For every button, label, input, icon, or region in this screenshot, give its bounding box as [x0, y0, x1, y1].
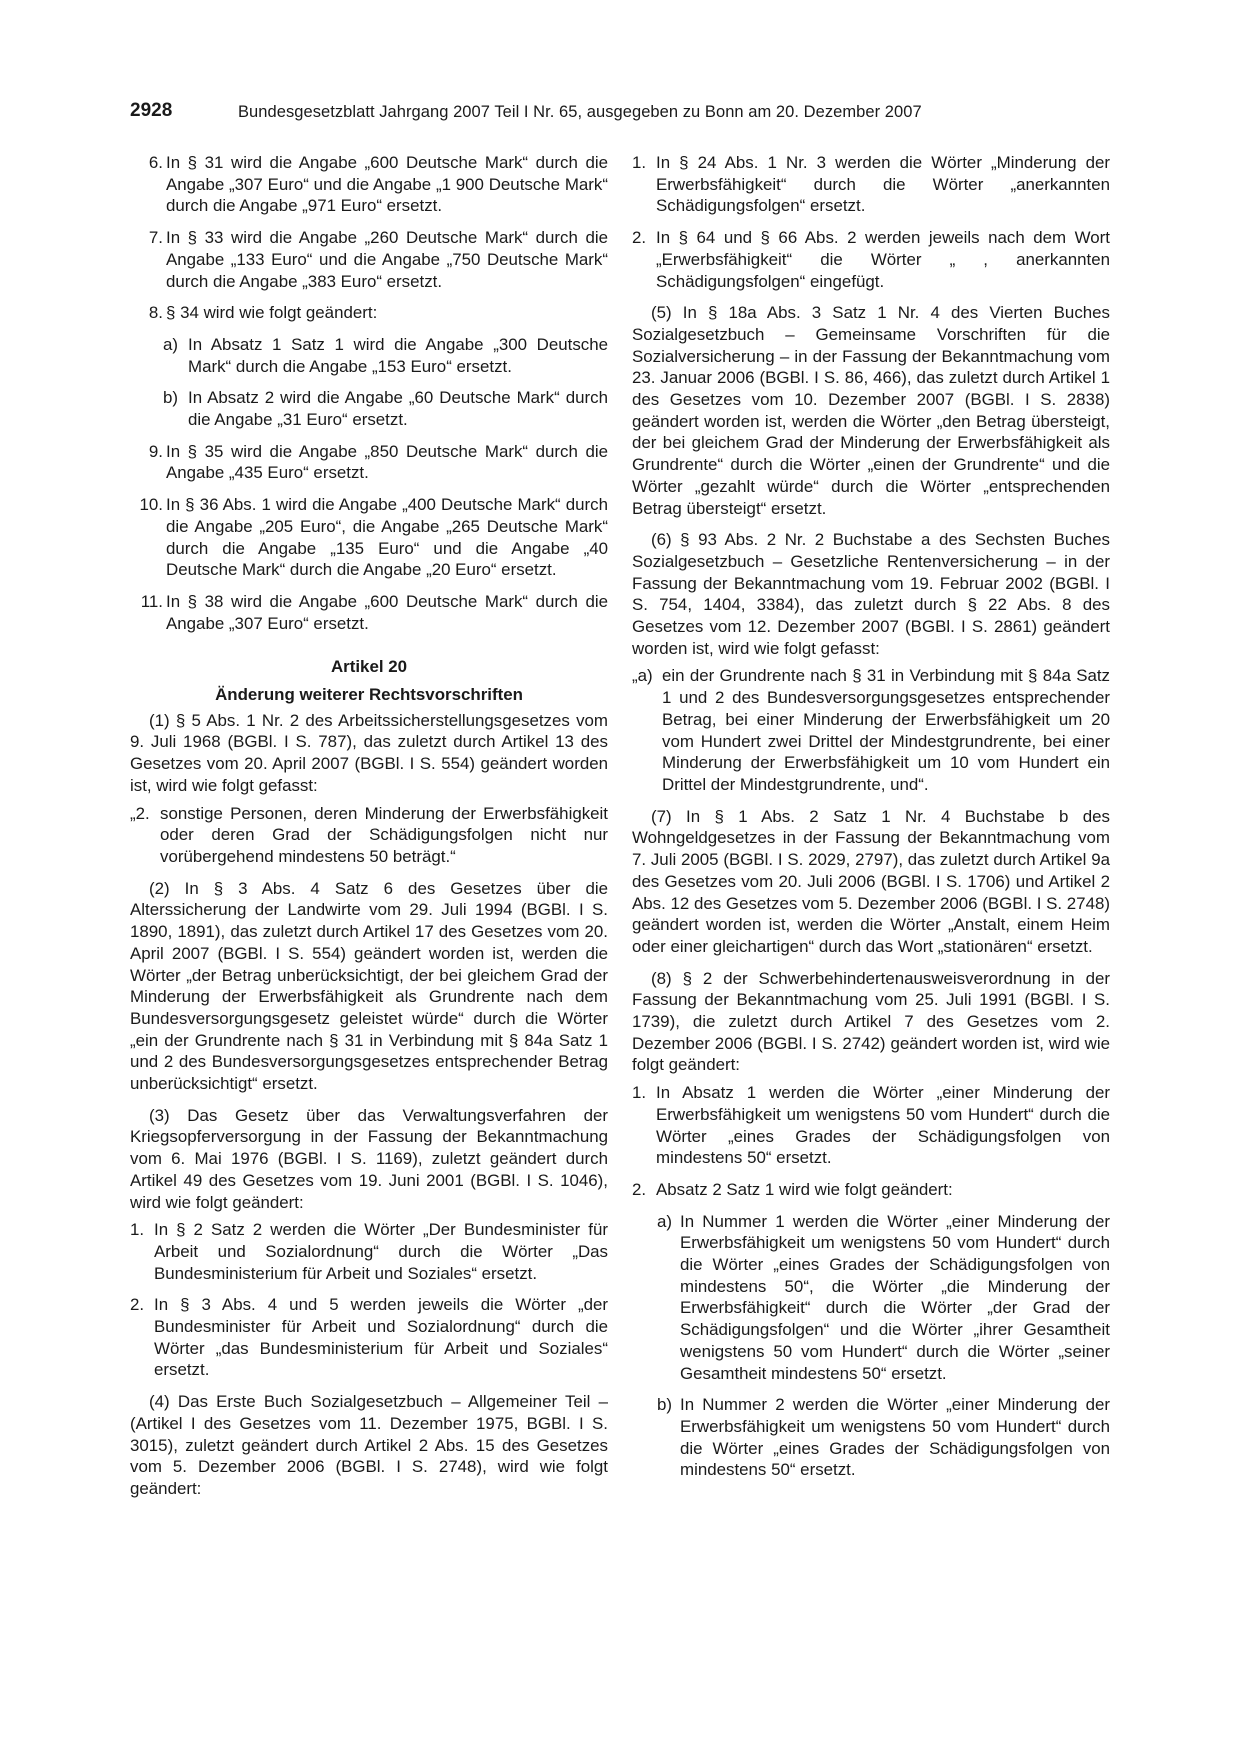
quoted-item: „2. sonstige Personen, deren Minderung der Erwerbsfähigkeit oder deren Grad der Schädigungsfolgen nicht nur vorübergehend mindestens 50 beträgt.“ — [130, 803, 608, 866]
list-item: 8. § 34 wird wie folgt geändert: — [148, 303, 378, 323]
right-column — [632, 152, 1110, 1481]
paragraph-1: (1) § 5 Abs. 1 Nr. 2 des Arbeitssicherstellungsgesetzes vom 9. Juli 1968 (BGBl. I S. 787), das zuletzt durch Artikel 13 des Gesetzes vom 20. April 2007 (BGBl. I S. 554) geändert worden ist, wird wie folgt gefasst: — [130, 710, 608, 795]
list-item: 10. In § 36 Abs. 1 wird die Angabe „400 Deutsche Mark“ durch die Angabe „205 Euro“, die Angabe „265 Deutsche Mark“ durch die Angabe „135 Euro“ und die Angabe „40 Deutsche Mark“ durch die Angabe „20 Euro“ ersetzt. — [139, 495, 608, 580]
sub-list-item: b) In Nummer 2 werden die Wörter „einer Minderung der Erwerbsfähigkeit um wenigstens 50 vom Hundert“ durch die Wörter „eines Grades der Schädigungsfolgen von mindestens 50“ ersetzt. — [657, 1395, 1110, 1480]
paragraph-2: (2) In § 3 Abs. 4 Satz 6 des Gesetzes über die Alterssicherung der Landwirte vom 29. Juli 1994 (BGBl. I S. 1890, 1891), das zuletzt durch Artikel 17 des Gesetzes vom 20. April 2007 (BGBl. I S. 554) geändert worden ist, werden die Wörter „der Betrag unberücksichtigt, der bei gleichem Grad der Minderung der Erwerbsfähigkeit als Grundrente nach dem Bundesversorgungsgesetz geleistet würde“ durch die Wörter „ein der Grundrente nach § 31 in Verbindung mit § 84a Satz 1 und 2 des Bundesversorgungsgesetzes entsprechender Betrag unberücksichtigt“ ersetzt. — [130, 878, 608, 1094]
sub-list-item: a) In Nummer 1 werden die Wörter „einer Minderung der Erwerbsfähigkeit um wenigstens 50 vom Hundert“ durch die Wörter „eines Grades der Schädigungsfolgen von mindestens 50“, die Wörter „die Minderung der Erwerbsfähigkeit“ durch die Wörter „der Grad der Schädigungsfolgen“ und die Wörter „ihrer Gesamtheit wenigstens 50 vom Hundert“ durch die Wörter „seiner Gesamtheit mindestens 50“ ersetzt. — [657, 1211, 1110, 1383]
list-item: 7. In § 33 wird die Angabe „260 Deutsche Mark“ durch die Angabe „133 Euro“ und die Angabe „750 Deutsche Mark“ durch die Angabe „383 Euro“ ersetzt. — [148, 228, 608, 291]
list-item: 2. In § 64 und § 66 Abs. 2 werden jeweils nach dem Wort „Erwerbsfähigkeit“ die Wörter „ , anerkannten Schädigungsfolgen“ eingefügt. — [632, 228, 1110, 291]
list-item: 2. In § 3 Abs. 4 und 5 werden jeweils die Wörter „der Bundesminister für Arbeit und Sozialordnung“ durch die Wörter „das Bundesministerium für Arbeit und Soziales“ ersetzt. — [130, 1295, 608, 1380]
paragraph-3: (3) Das Gesetz über das Verwaltungsverfahren der Kriegsopferversorgung in der Fassung der Bekanntmachung vom 6. Mai 1976 (BGBl. I S. 1169), zuletzt geändert durch Artikel 49 des Gesetzes vom 19. Juni 2001 (BGBl. I S. 1046), wird wie folgt geändert: — [130, 1105, 608, 1212]
list-item: 11. In § 38 wird die Angabe „600 Deutsche Mark“ durch die Angabe „307 Euro“ ersetzt. — [140, 591, 608, 633]
list-item: 6. In § 31 wird die Angabe „600 Deutsche Mark“ durch die Angabe „307 Euro“ und die Angabe „1 900 Deutsche Mark“ durch die Angabe „971 Euro“ ersetzt. — [148, 153, 608, 216]
paragraph-7: (7) In § 1 Abs. 2 Satz 1 Nr. 4 Buchstabe b des Wohngeldgesetzes in der Fassung der Bekanntmachung vom 7. Juli 2005 (BGBl. I S. 2029, 2797), das zuletzt durch Artikel 9a des Gesetzes vom 20. Juli 2006 (BGBl. I S. 1706) und Artikel 2 Abs. 12 des Gesetzes vom 5. Dezember 2006 (BGBl. I S. 2748) geändert worden ist, werden die Wörter „Anstalt, einem Heim oder einer gleichartigen“ durch das Wort „stationären“ ersetzt. — [632, 806, 1110, 956]
list-item: 1. In § 24 Abs. 1 Nr. 3 werden die Wörter „Minderung der Erwerbsfähigkeit“ durch die Wörter „anerkannten Schädigungsfolgen“ ersetzt. — [632, 153, 1110, 216]
article-title: Artikel 20 — [330, 657, 408, 677]
page-header — [130, 100, 1120, 128]
paragraph-4: (4) Das Erste Buch Sozialgesetzbuch – Allgemeiner Teil – (Artikel I des Gesetzes vom 11. Dezember 1975, BGBl. I S. 3015), zuletzt geändert durch Artikel 2 Abs. 15 des Gesetzes vom 5. Dezember 2006 (BGBl. I S. 2748), wird wie folgt geändert: — [130, 1392, 608, 1498]
page-number: 2928 — [130, 100, 173, 121]
paragraph-6: (6) § 93 Abs. 2 Nr. 2 Buchstabe a des Sechsten Buches Sozialgesetzbuch – Gesetzliche Rentenversicherung – in der Fassung der Bekanntmachung vom 19. Februar 2002 (BGBl. I S. 754, 1404, 3384), das zuletzt durch § 22 Abs. 8 des Gesetzes vom 12. Dezember 2007 (BGBl. I S. 2861) geändert worden ist, wird wie folgt gefasst: — [632, 530, 1110, 658]
quoted-item: „a) ein der Grundrente nach § 31 in Verbindung mit § 84a Satz 1 und 2 des Bundesversorgungsgesetzes entsprechender Betrag, bei einer Minderung der Erwerbsfähigkeit um 20 vom Hundert zwei Drittel der Mindestgrundrente, bei einer Minderung der Erwerbsfähigkeit um 10 vom Hundert ein Drittel der Mindestgrundrente, und“. — [632, 666, 1110, 794]
left-column — [130, 152, 608, 1500]
article-subtitle: Änderung weiterer Rechtsvorschriften — [215, 685, 523, 705]
paragraph-5: (5) In § 18a Abs. 3 Satz 1 Nr. 4 des Vierten Buches Sozialgesetzbuch – Gemeinsame Vorschriften für die Sozialversicherung – in der Fassung der Bekanntmachung vom 23. Januar 2006 (BGBl. I S. 86, 466), das zuletzt durch Artikel 1 des Gesetzes vom 10. Dezember 2007 (BGBl. I S. 2838) geändert worden ist, werden die Wörter „den Betrag übersteigt, der bei gleichem Grad der Minderung der Erwerbsfähigkeit als Grundrente“ durch die Wörter „einen der Grundrente“ und die Wörter „gezahlt würde“ durch die Wörter „entsprechenden Betrag übersteigt“ ersetzt. — [632, 303, 1110, 518]
sub-list-item: a) In Absatz 1 Satz 1 wird die Angabe „300 Deutsche Mark“ durch die Angabe „153 Euro“ ersetzt. — [163, 334, 608, 376]
list-item: 1. In § 2 Satz 2 werden die Wörter „Der Bundesminister für Arbeit und Sozialordnung“ durch die Wörter „Das Bundesministerium für Arbeit und Soziales“ ersetzt. — [130, 1220, 608, 1283]
list-item: 1. In Absatz 1 werden die Wörter „einer Minderung der Erwerbsfähigkeit um wenigstens 50 vom Hundert“ durch die Wörter „eines Grades der Schädigungsfolgen von mindestens 50“ ersetzt. — [632, 1083, 1110, 1168]
running-title: Bundesgesetzblatt Jahrgang 2007 Teil I Nr. 65, ausgegeben zu Bonn am 20. Dezember 2007 — [238, 103, 922, 121]
list-item: 9. In § 35 wird die Angabe „850 Deutsche Mark“ durch die Angabe „435 Euro“ ersetzt. — [148, 441, 608, 483]
list-item: 2. Absatz 2 Satz 1 wird wie folgt geändert: — [632, 1179, 953, 1199]
sub-list-item: b) In Absatz 2 wird die Angabe „60 Deutsche Mark“ durch die Angabe „31 Euro“ ersetzt. — [163, 388, 608, 430]
paragraph-8: (8) § 2 der Schwerbehindertenausweisverordnung in der Fassung der Bekanntmachung vom 25. Juli 1991 (BGBl. I S. 1739), die zuletzt durch Artikel 7 des Gesetzes vom 2. Dezember 2006 (BGBl. I S. 2742) geändert worden ist, wird wie folgt geändert: — [632, 968, 1110, 1075]
